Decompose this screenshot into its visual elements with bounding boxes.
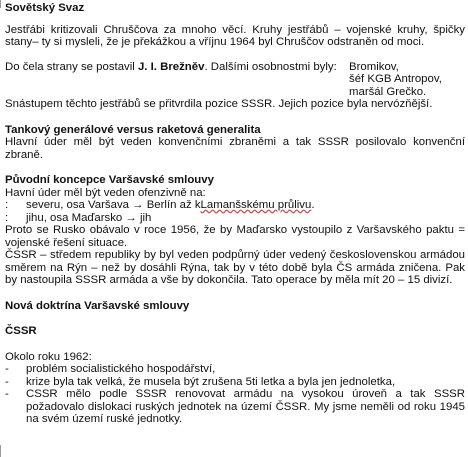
section-heading: Tankový generálové versus raketová generalita [5,123,261,136]
paragraph: Snástupem těchto jestřábů se přitvrdila pozice SSSR. Jejich pozice byla nervózňější. [5,98,433,110]
list-item: Bromikov, [349,60,399,73]
paragraph: ČSSR – středem republiky by byl veden podpůrný úder vedený československou armádou směrem na Rýn – než by dosáhli Rýna, tak by v této době byla ČS armáda zničena. Pak by nastoupila SSSR armáda a vše by dokončila. Tato operace by měla mít 20 – 15 divizí. [5,249,465,286]
paragraph: Hlavní úder měl být veden konvenčními zbraněmi a tak SSSR posilovalo konvenční zbraně. [5,136,465,161]
paragraph: Do čela strany se postavil J. I. Brežněv. Dalšími osobnostmi byly: [5,60,337,73]
list-item: : jihu, osa Maďarsko → jih [5,211,152,224]
text-cursor-marker [0,445,1,457]
list-item: šéf KGB Antropov, [349,73,442,85]
personalities-block [5,61,465,99]
section-heading: ČSSR [5,325,37,337]
paragraph: Proto se Rusko obávalo v roce 1956, že by Maďarsko vystoupilo z Varšavského paktu = vojenské řešení situace. [5,224,465,249]
text-cursor-marker [0,0,1,8]
list-item: : severu, osa Varšava → Berlín až kLamanšskému průlivu. [5,199,315,211]
paragraph: Havní úder měl být veden ofenzivně na: [5,186,206,199]
spellcheck-word: Lamanšskému průlivu [200,199,312,211]
section-heading: Nová doktrína Varšavské smlouvy [5,299,190,312]
people-list [349,61,465,99]
paragraph: Jestřábi kritizovali Chruščova za mnoho věcí. Kruhy jestřábů – vojenské kruhy, špičky stany– ty si mysleli, že je překážkou a vříjnu 1964 byl Chruščov odstraněn od moci. [5,23,465,48]
list-item: - problém socialistického hospodářství, [5,363,216,375]
section-heading: Sovětský Svaz [5,2,85,14]
paragraph: Okolo roku 1962: [5,350,92,363]
document-body[interactable] [5,2,465,426]
list-item: - CSSR mělo podle SSSR renovovat armádu na vysokou úroveň a tak SSSR požadovalo dislokaci ruských jednotek na území ČSSR. My jsme neměli od roku 1945 na svém území ruské jednotky. [5,388,465,425]
section-heading: Původní koncepce Varšavské smlouvy [5,174,214,186]
list-item: - krize byla tak velká, že musela být zrušena 5ti letka a byla jen jednoletka, [5,375,396,388]
list-item: maršál Grečko. [349,85,427,98]
name-brezhnev: J. I. Brežněv [137,60,205,73]
